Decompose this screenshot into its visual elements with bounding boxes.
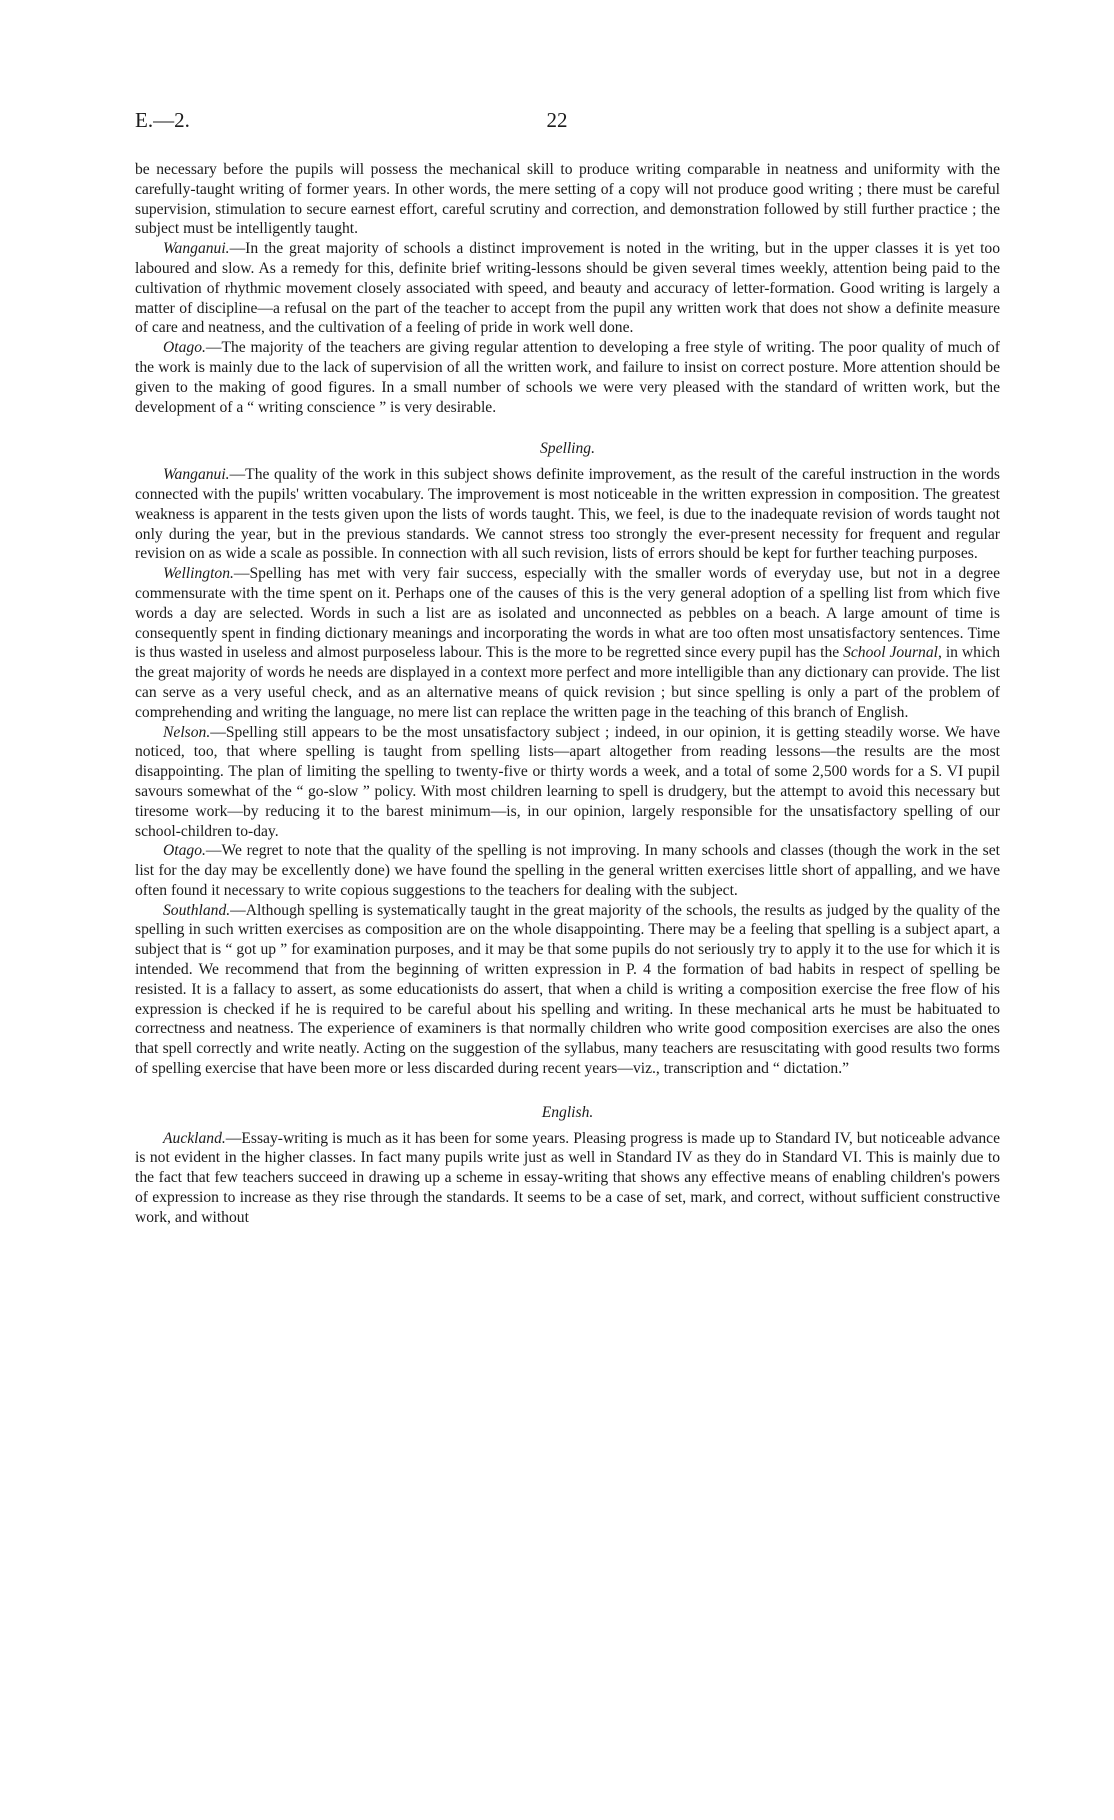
paragraph-spelling-southland [135,901,1000,1079]
section-heading-spelling: Spelling. [539,440,595,458]
place-name: Wanganui. [163,240,230,258]
paragraph-writing-wanganui [135,239,1000,338]
section-heading-english: English. [541,1103,594,1121]
paragraph-text: —Spelling still appears to be the most unsatisfactory subject ; indeed, in our opinion, it is getting steadily worse. We have noticed, too, that where spelling is taught from spelling lists—apart altogether from reading lessons—the results are the most disappointing. The plan of limiting the spelling to twenty-five or thirty words a week, and a total of some 2,500 words for a S. VI pupil savours somewhat of the “ go-slow ” policy. With most children learning to spell is drudgery, but the attempt to avoid this necessary but tiresome work—by reducing it to the barest minimum—is, in our opinion, largely responsible for the unsatisfactory spelling of our school-children to-day. [135,723,1000,840]
paragraph-writing-continued: be necessary before the pupils will possess the mechanical skill to produce writing comparable in neatness and uniformity with the carefully-taught writing of former years. In other words, the mere setting of a copy will not produce good writing ; there must be careful supervision, stimulation to secure earnest effort, careful scrutiny and correction, and demonstration followed by still further practice ; the subject must be intelligently taught. [135,161,1000,238]
paragraph-text: —The majority of the teachers are giving regular attention to developing a free style of writing. The poor quality of much of the work is mainly due to the lack of supervision of all the written work, and failure to insist on correct posture. More attention should be given to the making of good figures. In a small number of schools we were very pleased with the standard of written work, but the development of a “ writing conscience ” is very desirable. [135,339,1000,416]
place-name: Nelson. [163,723,211,741]
paragraph-english-auckland [135,1129,1000,1228]
paragraph-spelling-wanganui [135,465,1000,564]
paragraph-text: —In the great majority of schools a distinct improvement is noted in the writing, but in the upper classes it is yet too laboured and slow. As a remedy for this, definite brief writing-lessons should be given several times weekly, attention being paid to the cultivation of rhythmic movement closely associated with speed, and beauty and accuracy of letter-formation. Good writing is largely a matter of discipline—a refusal on the part of the teacher to accept from the pupil any written work that does not show a definite measure of care and neatness, and the cultivation of a feeling of pride in work well done. [135,240,1000,337]
paragraph-text: —Spelling has met with very fair success, especially with the smaller words of everyday use, but not in a degree commensurate with the time spent on it. Perhaps one of the causes of this is the very general adoption of a spelling list from which five words a day are selected. Words in such a list are as isolated and unconnected as pebbles on a beach. A large amount of time is consequently spent in finding dictionary meanings and incorporating the words in what are too often most unsatisfactory sentences. Time is thus wasted in useless and almost purposeless labour. This is the more to be regretted since every pupil has the [135,565,1000,662]
paragraph-text: —Essay-writing is much as it has been for some years. Pleasing progress is made up to Standard IV, but noticeable advance is not evident in the higher classes. In fact many pupils write just as well in Standard IV as they do in Standard VI. This is mainly due to the fact that few teachers succeed in drawing up a scheme in essay-writing that shows any effective means of enabling children's powers of expression to increase as they rise through the standards. It seems to be a case of set, mark, and correct, without sufficient constructive work, and without [135,1129,1000,1226]
place-name: Otago. [163,842,206,860]
document-reference: E.—2. [135,108,190,132]
paragraph-text: —Although spelling is systematically taught in the great majority of the schools, the results as judged by the quality of the spelling in such written exercises as composition are on the whole disappointing. There may be a feeling that spelling is a subject apart, a subject that is “ got up ” for examination purposes, and it may be that some pupils do not seriously try to apply it to the use for which it is intended. We recommend that from the beginning of written expression in P. 4 the formation of bad habits in respect of spelling be resisted. It is a fallacy to assert, as some educationists do assert, that when a child is writing a composition exercise the free flow of his expression is checked if he is required to be careful about his spelling and writing. In these mechanical arts he must be habituated to correctness and neatness. The experience of examiners is that normally children who write good composition exercises are also the ones that spell correctly and write neatly. Acting on the suggestion of the syllabus, many teachers are resuscitating with good results two forms of spelling exercise that have been more or less discarded during recent years—viz., transcription and “ dictation.” [135,901,1000,1078]
paragraph-spelling-otago [135,841,1000,900]
place-name: Auckland. [163,1129,226,1147]
page-number: 22 [546,108,568,132]
publication-title: School Journal [843,644,938,662]
paragraph-text: —We regret to note that the quality of the spelling is not improving. In many schools and classes (though the work in the set list for the day may be excellently done) we have found the spelling in the general written exercises little short of appalling, and we have often found it necessary to write copious suggestions to the teachers for dealing with the subject. [135,842,1000,899]
paragraph-spelling-wellington [135,564,1000,722]
paragraph-spelling-nelson [135,723,1000,842]
paragraph-writing-otago [135,338,1000,417]
place-name: Wanganui. [163,466,230,484]
page-body [135,160,1000,1228]
page-header [135,108,979,138]
place-name: Otago. [163,339,206,357]
place-name: Southland. [163,901,231,919]
paragraph-text: , in which the great majority of words he needs are displayed in a context more perfect and more intelligible than any dictionary can provide. The list can serve as a very useful check, and as an alternative means of quick revision ; but since spelling is only a part of the problem of comprehending and writing the language, no mere list can replace the written page in the teaching of this branch of English. [135,644,1000,721]
paragraph-text: —The quality of the work in this subject shows definite improvement, as the result of the careful instruction in the words connected with the pupils' written vocabulary. The improvement is most noticeable in the written expression in composition. The greatest weakness is apparent in the tests given upon the lists of words taught. This, we feel, is due to the inadequate revision of words taught not only during the year, but in the previous standards. We cannot stress too strongly the ever-present necessity for frequent and regular revision on as wide a scale as possible. In connection with all such revision, lists of errors should be kept for further teaching purposes. [135,466,1000,563]
place-name: Wellington. [163,565,234,583]
